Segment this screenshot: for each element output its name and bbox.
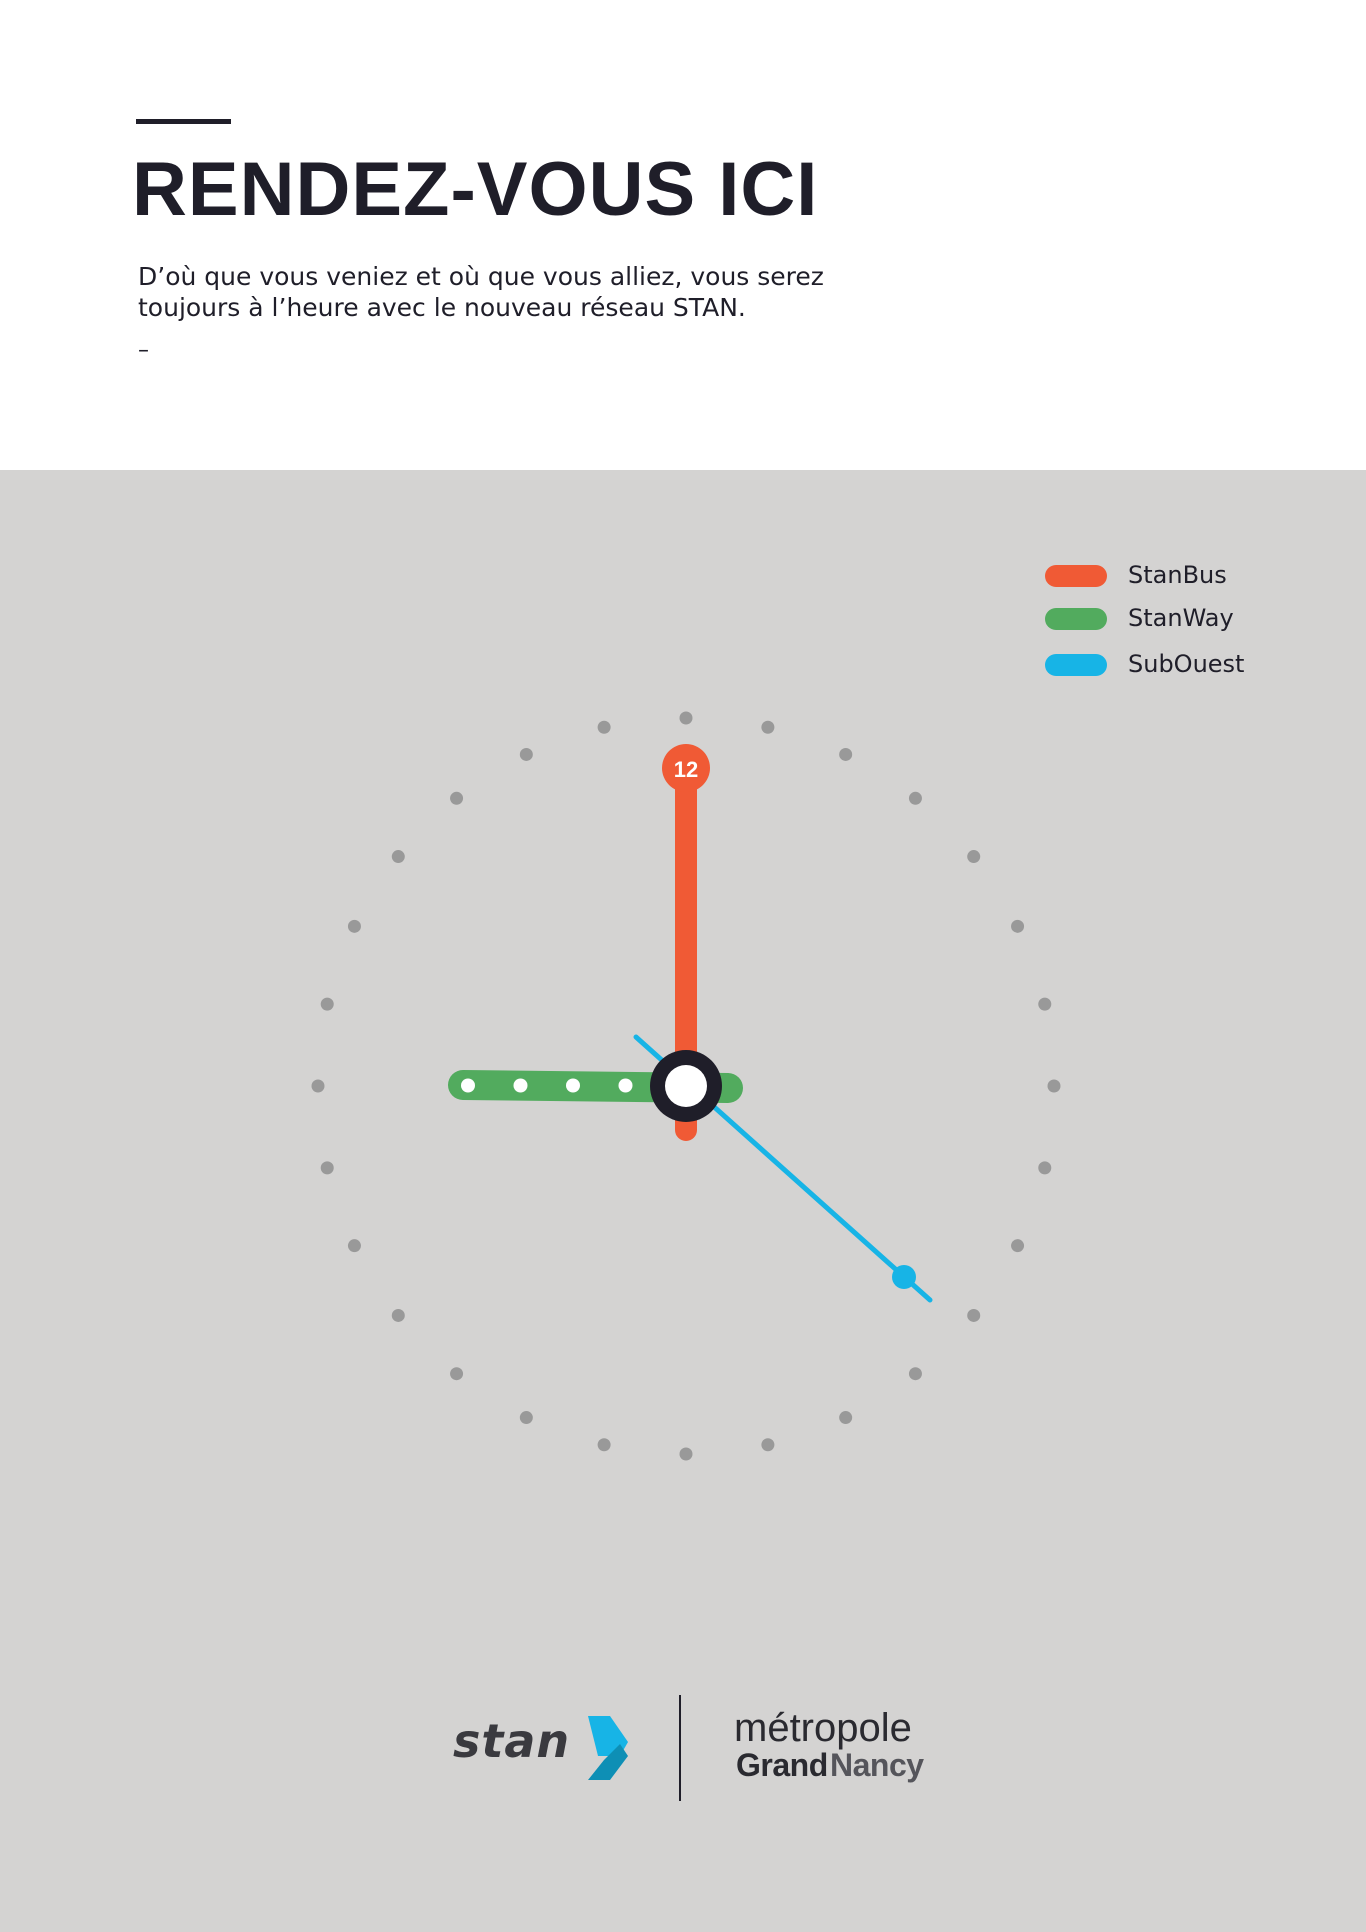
minute-dot (839, 748, 852, 761)
minute-dot (680, 1448, 693, 1461)
minute-dot (348, 920, 361, 933)
minute-dot (909, 792, 922, 805)
minute-dot (967, 850, 980, 863)
legend-item-stanbus (1045, 560, 1305, 590)
legend-label-stanway: StanWay (1128, 604, 1234, 632)
minute-dot (1011, 1239, 1024, 1252)
nancy-logo-text: Nancy (830, 1747, 924, 1783)
legend-swatch-stanbus (1045, 565, 1107, 587)
headline: RENDEZ-VOUS ICI (132, 147, 819, 232)
minute-dot (520, 1411, 533, 1424)
stan-logo-text: stan (453, 1714, 571, 1768)
minute-dot (598, 721, 611, 734)
minute-dot (321, 998, 334, 1011)
intro-line-2: toujours à l’heure avec le nouveau réseau STAN. (138, 293, 746, 322)
legend-item-subouest (1045, 649, 1305, 679)
minute-dot (909, 1367, 922, 1380)
metropole-logo-text: métropole (734, 1706, 912, 1750)
legend-swatch-subouest (1045, 654, 1107, 676)
footer-divider (679, 1695, 681, 1801)
stanway-station-dot (566, 1079, 580, 1093)
stanway-station-dot (514, 1079, 528, 1093)
legend-swatch-stanway (1045, 608, 1107, 630)
legend-label-stanbus: StanBus (1128, 561, 1227, 589)
minute-dot (392, 1309, 405, 1322)
minute-dot (392, 850, 405, 863)
subouest-station-dot (892, 1265, 916, 1289)
minute-dot (1038, 998, 1051, 1011)
minute-dot (1048, 1080, 1061, 1093)
minute-dot (680, 712, 693, 725)
minute-dot (312, 1080, 325, 1093)
stanway-station-dot (461, 1079, 475, 1093)
legend-item-stanway (1045, 603, 1305, 633)
minute-dot (1011, 920, 1024, 933)
minute-dot (598, 1438, 611, 1451)
clock-hub-center (665, 1065, 707, 1107)
minute-dot (761, 1438, 774, 1451)
intro-line-1: D’où que vous veniez et où que vous alliez, vous serez (138, 262, 824, 291)
minute-dot (348, 1239, 361, 1252)
minute-dot (1038, 1161, 1051, 1174)
intro-dash: – (138, 338, 149, 363)
stanway-station-dot (619, 1079, 633, 1093)
minute-dot (967, 1309, 980, 1322)
legend-label-subouest: SubOuest (1128, 650, 1245, 678)
stanbus-terminus-label: 12 (673, 757, 699, 782)
grand-logo-text: Grand (736, 1747, 828, 1783)
minute-dot (520, 748, 533, 761)
minute-dot (450, 792, 463, 805)
minute-dot (450, 1367, 463, 1380)
minute-dot (761, 721, 774, 734)
minute-dot (839, 1411, 852, 1424)
minute-dot (321, 1161, 334, 1174)
stan-logo-mark (580, 1712, 632, 1784)
